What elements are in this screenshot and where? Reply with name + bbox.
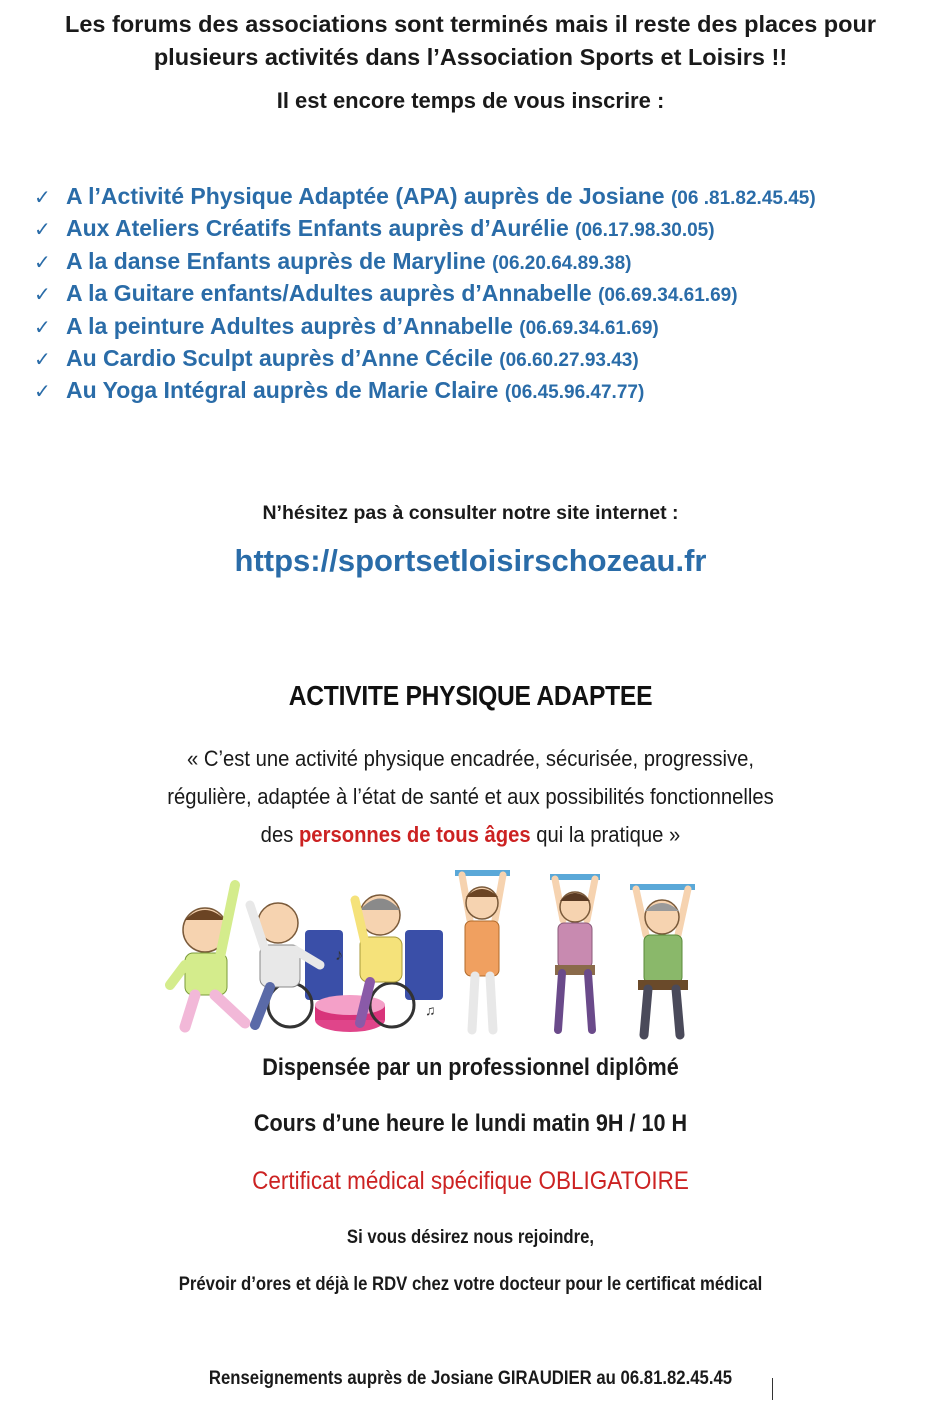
intro-line-2: plusieurs activités dans l’Association Sports et Loisirs !! — [153, 44, 788, 70]
activity-phone: (06.69.34.61.69) — [598, 285, 738, 307]
check-icon: ✓ — [34, 219, 51, 242]
intro-line-3: Il est encore temps de vous inscrire : — [276, 88, 665, 113]
activity-phone: (06.45.96.47.77) — [504, 382, 645, 404]
instructor-info: Dispensée par un professionnel diplômé — [262, 1054, 679, 1081]
intro-heading — [0, 8, 941, 74]
seated-man-icon — [630, 887, 695, 1035]
activity-text: A l’Activité Physique Adaptée (APA) auprès de Josiane — [66, 183, 665, 209]
apa-quote — [38, 740, 904, 854]
activity-phone: (06 .81.82.45.45) — [670, 188, 816, 209]
activity-text: A la danse Enfants auprès de Maryline — [66, 247, 486, 274]
svg-text:♪: ♪ — [335, 947, 343, 964]
quote-line-3: des personnes de tous âges qui la pratique » — [260, 822, 681, 847]
check-icon: ✓ — [34, 381, 51, 404]
standing-woman-icon — [455, 873, 510, 1030]
activity-list — [34, 180, 816, 407]
child-figure-icon — [170, 885, 245, 1027]
website-prompt: N’hésitez pas à consulter notre site internet : — [262, 502, 679, 524]
quote-line-2: régulière, adaptée à l’état de santé et aux possibilités fonctionnelles — [167, 784, 774, 809]
activity-text: A la Guitare enfants/Adultes auprès d’Annabelle — [66, 280, 592, 307]
activity-phone: (06.17.98.30.05) — [575, 220, 715, 242]
svg-text:♫: ♫ — [425, 1002, 436, 1018]
list-item — [34, 245, 816, 277]
check-icon: ✓ — [34, 316, 51, 339]
seated-woman-icon — [550, 877, 600, 1030]
contact-info: Renseignements auprès de Josiane GIRAUDIER au 06.81.82.45.45 — [208, 1368, 733, 1389]
activity-phone: (06.60.27.93.43) — [499, 349, 639, 371]
quote-line-1: « C’est une activité physique encadrée, sécurisée, progressive, — [186, 746, 755, 771]
apa-title: ACTIVITE PHYSIQUE ADAPTEE — [288, 680, 653, 711]
list-item — [34, 212, 816, 244]
list-item — [34, 342, 816, 374]
activity-text: A la peinture Adultes auprès d’Annabelle — [66, 312, 513, 339]
activity-text: Au Yoga Intégral auprès de Marie Claire — [66, 377, 499, 404]
intro-line-1: Les forums des associations sont terminés mais il reste des places pour — [64, 11, 877, 37]
appointment-text: Prévoir d’ores et déjà le RDV chez votre docteur pour le certificat médical — [178, 1274, 763, 1295]
activity-phone: (06.20.64.89.38) — [492, 252, 632, 274]
quote-highlight: personnes de tous âges — [298, 822, 531, 847]
list-item — [34, 180, 816, 212]
join-text: Si vous désirez nous rejoindre, — [346, 1227, 595, 1248]
text-cursor — [772, 1378, 773, 1400]
list-item — [34, 310, 816, 342]
list-item — [34, 374, 816, 406]
check-icon: ✓ — [34, 187, 51, 209]
certificate-notice: Certificat médical spécifique OBLIGATOIRE — [252, 1167, 689, 1195]
activity-text: Au Cardio Sculpt auprès d’Anne Cécile — [66, 344, 493, 371]
list-item — [34, 277, 816, 309]
check-icon: ✓ — [34, 251, 51, 274]
exercise-illustration — [160, 865, 700, 1040]
schedule-info: Cours d’une heure le lundi matin 9H / 10 H — [253, 1110, 688, 1137]
check-icon: ✓ — [34, 348, 51, 371]
activity-phone: (06.69.34.61.69) — [519, 317, 659, 339]
activity-text: Aux Ateliers Créatifs Enfants auprès d’Aurélie — [66, 215, 569, 242]
website-link[interactable]: https://sportsetloisirschozeau.fr — [234, 543, 707, 578]
check-icon: ✓ — [34, 284, 51, 307]
